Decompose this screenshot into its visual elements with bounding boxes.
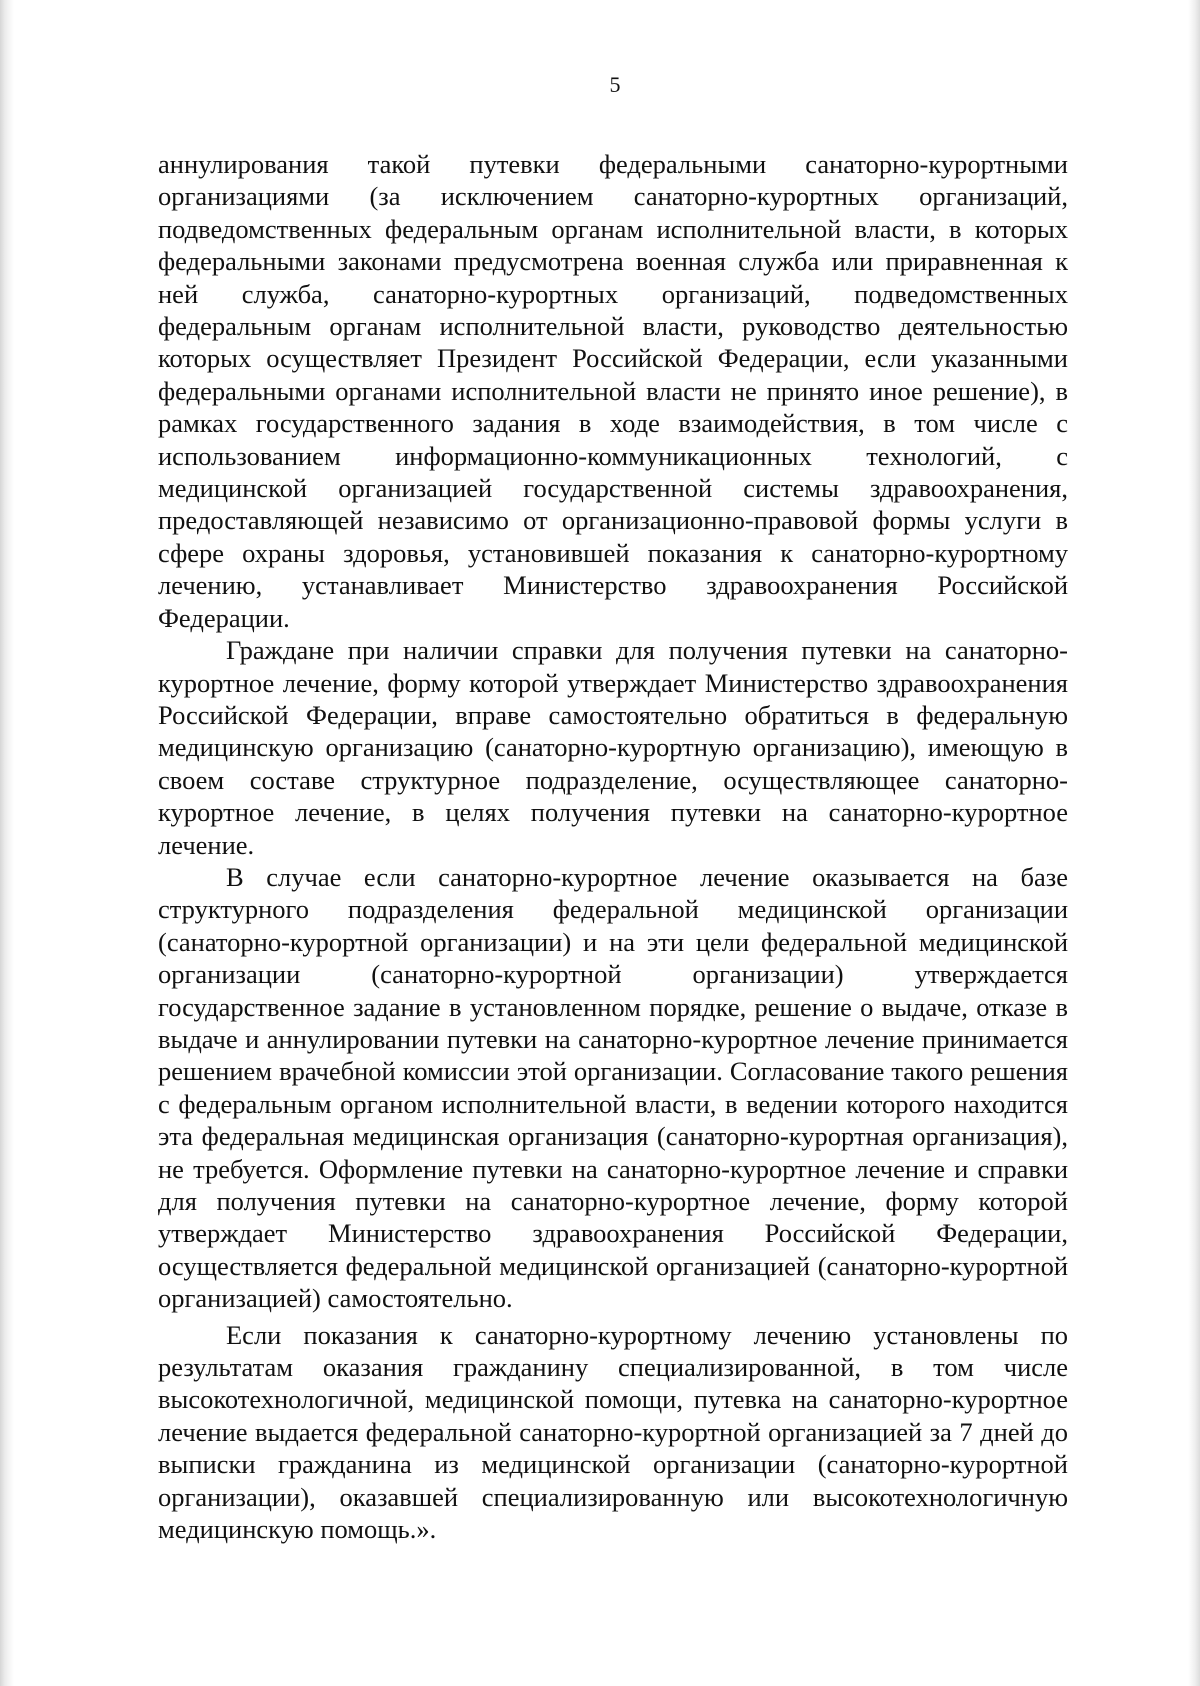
paragraph-3: В случае если санаторно-курортное лечение оказывается на базе структурного подразделения федеральной медицинской организации (санаторно-курортной организации) и на эти цели федеральной медицинской организации (санаторно-курортной организации) утверждается государственное задание в установленном порядке, решение о выдаче, отказе в выдаче и аннулировании путевки на санаторно-курортное лечение принимается решением врачебной комиссии этой организации. Согласование такого решения с федеральным органом исполнительной власти, в ведении которого находится эта федеральная медицинская организация (санаторно-курортная организация), не требуется. Оформление путевки на санаторно-курортное лечение и справки для получения путевки на санаторно-курортное лечение, форму которой утверждает Министерство здравоохранения Российской Федерации, осуществляется федеральной медицинской организацией (санаторно-курортной организацией) самостоятельно. [158, 861, 1068, 1314]
document-body [158, 148, 1068, 1545]
scan-edge-right [1188, 0, 1200, 1686]
scan-edge-left [0, 0, 14, 1686]
paragraph-1: аннулирования такой путевки федеральными санаторно-курортными организациями (за исключением санаторно-курортных организаций, подведомственных федеральным органам исполнительной власти, в которых федеральными законами предусмотрена военная служба или приравненная к ней служба, санаторно-курортных организаций, подведомственных федеральным органам исполнительной власти, руководство деятельностью которых осуществляет Президент Российской Федерации, если указанными федеральными органами исполнительной власти не принято иное решение), в рамках государственного задания в ходе взаимодействия, в том числе с использованием информационно-коммуникационных технологий, с медицинской организацией государственной системы здравоохранения, предоставляющей независимо от организационно-правовой формы услуги в сфере охраны здоровья, установившей показания к санаторно-курортному лечению, устанавливает Министерство здравоохранения Российской Федерации. [158, 149, 1068, 633]
paragraph-2: Граждане при наличии справки для получения путевки на санаторно-курортное лечение, форму которой утверждает Министерство здравоохранения Российской Федерации, вправе самостоятельно обратиться в федеральную медицинскую организацию (санаторно-курортную организацию), имеющую в своем составе структурное подразделение, осуществляющее санаторно-курортное лечение, в целях получения путевки на санаторно-курортное лечение. [158, 635, 1068, 860]
paragraph-4: Если показания к санаторно-курортному лечению установлены по результатам оказания гражданину специализированной, в том числе высокотехнологичной, медицинской помощи, путевка на санаторно-курортное лечение выдается федеральной санаторно-курортной организацией за 7 дней до выписки гражданина из медицинской организации (санаторно-курортной организации), оказавшей специализированную или высокотехнологичную медицинскую помощь.». [158, 1319, 1068, 1545]
page-number: 5 [609, 72, 621, 97]
